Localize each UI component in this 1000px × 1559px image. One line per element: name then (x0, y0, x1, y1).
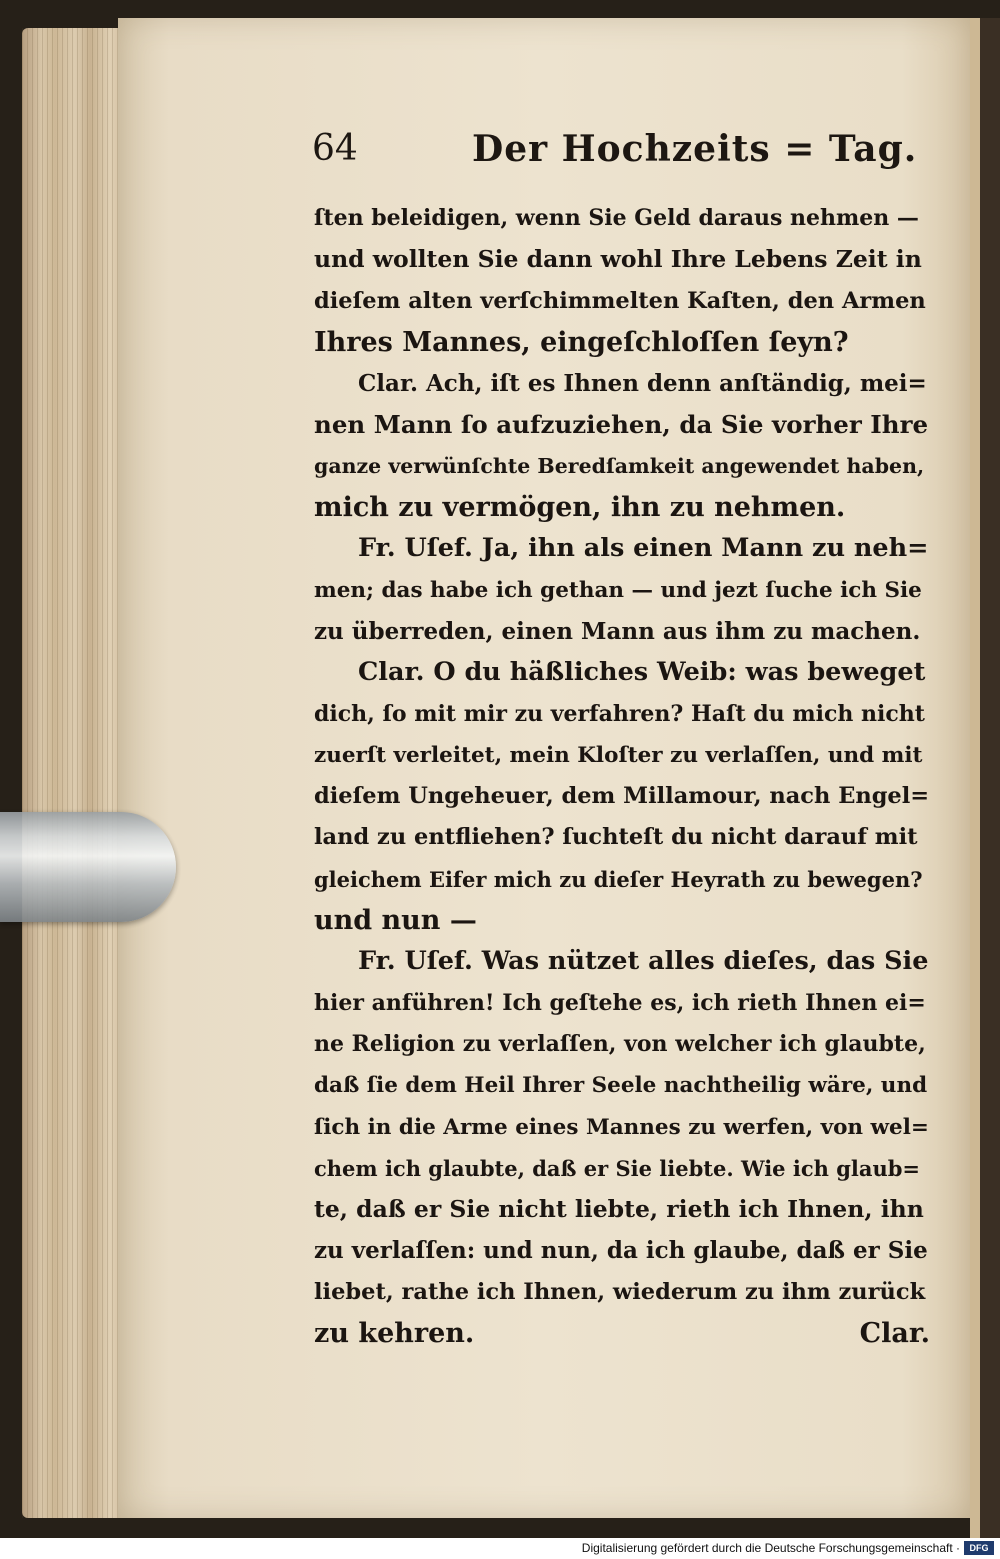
text-line: land zu entfliehen? ſuchteſt du nicht darauf mit (314, 824, 918, 851)
text-line: dich, ſo mit mir zu verfahren? Haſt du mich nicht (314, 700, 925, 727)
text-line: dieſem Ungeheuer, dem Millamour, nach Engel= (314, 783, 930, 810)
text-line: men; das habe ich gethan — und jezt ſuche ich Sie (314, 577, 922, 603)
text-line: te, daß er Sie nicht liebte, rieth ich Ihnen, ihn (314, 1195, 924, 1224)
text-line: Clar. O du häßliches Weib: was beweget (358, 657, 926, 688)
last-line (314, 1313, 930, 1354)
page-header (312, 128, 932, 178)
running-title: Der Hochzeits = Tag. (472, 128, 918, 170)
text-line: Ihres Mannes, eingeſchloſſen ſeyn? (314, 326, 849, 358)
text-line: ſich in die Arme eines Mannes zu werfen, von wel= (314, 1114, 929, 1140)
footer-bar (0, 1538, 1000, 1559)
facing-page-edge (970, 18, 1000, 1538)
catchword: Clar. (859, 1318, 930, 1350)
text-line: liebet, rathe ich Ihnen, wiederum zu ihm zurück (314, 1278, 926, 1305)
text-line: daß ſie dem Heil Ihrer Seele nachtheilig wäre, und (314, 1073, 928, 1099)
funding-credit: Digitalisierung gefördert durch die Deutsche Forschungsgemeinschaft · (581, 1541, 960, 1555)
book-fore-edge (22, 28, 132, 1518)
text-line: hier anführen! Ich geſtehe es, ich rieth Ihnen ei= (314, 989, 926, 1016)
text-line: zuerſt verleitet, mein Kloſter zu verlaſſen, und mit (314, 742, 923, 768)
text-line: zu kehren. (314, 1318, 475, 1350)
text-line: und wollten Sie dann wohl Ihre Lebens Zeit in (314, 245, 922, 274)
page-number: 64 (312, 128, 358, 169)
text-line: Clar. Ach, iſt es Ihnen denn anſtändig, mei= (358, 370, 927, 398)
text-line: ne Religion zu verlaſſen, von welcher ich glaubte, (314, 1030, 926, 1057)
text-line: ganze verwünſchte Beredſamkeit angewendet haben, (314, 453, 925, 478)
text-line: chem ich glaubte, daß er Sie liebte. Wie ich glaub= (314, 1155, 921, 1181)
text-line: und nun — (314, 905, 477, 937)
text-line: zu verlaſſen: und nun, da ich glaube, daß er Sie (314, 1237, 928, 1265)
text-line: zu überreden, einen Mann aus ihm zu machen. (314, 617, 921, 645)
text-line: dieſem alten verſchimmelten Kaſten, den Armen (314, 287, 926, 314)
dfg-logo-icon: DFG (964, 1541, 994, 1555)
page-text (314, 198, 930, 1354)
text-line: Fr. Uſef. Ja, ihn als einen Mann zu neh= (358, 533, 929, 564)
page-clip (0, 812, 176, 922)
text-line: ſten beleidigen, wenn Sie Geld daraus nehmen — (314, 205, 919, 231)
text-line: Fr. Uſef. Was nützet alles dieſes, das Sie (358, 946, 929, 977)
text-line: mich zu vermögen, ihn zu nehmen. (314, 492, 846, 524)
text-line: nen Mann ſo aufzuziehen, da Sie vorher Ihre (314, 410, 929, 440)
text-line: gleichem Eifer mich zu dieſer Heyrath zu bewegen? (314, 866, 923, 892)
